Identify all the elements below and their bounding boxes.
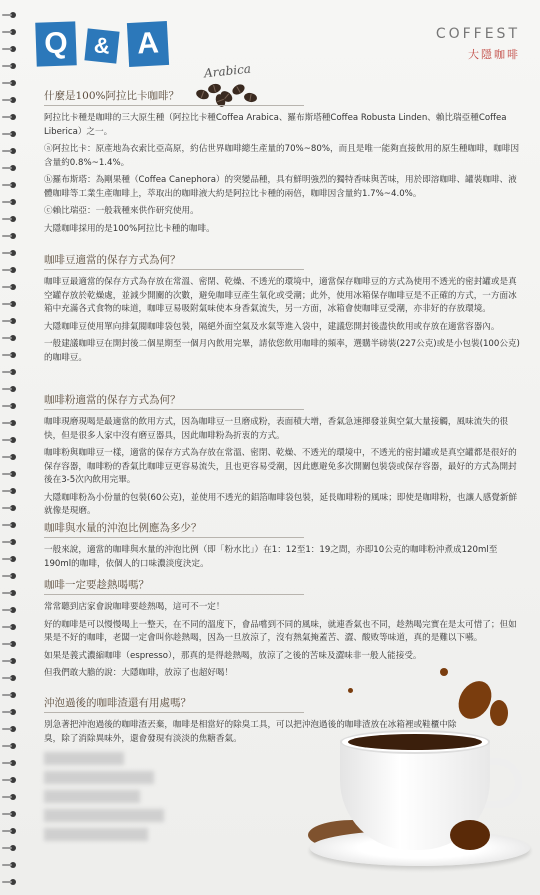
faq-paragraph: 好的咖啡是可以慢慢喝上一整天，在不同的溫度下，會品嚐到不同的風味，就連香氣也不同，趁熱喝完實在是太可惜了；但如果是不好的咖啡，老闆一定會叫你趁熱喝，因為一旦放涼了，沒有熱氣掩蓋苦、澀、酸败等味道，真的是難以下嚥。 xyxy=(44,619,517,643)
spiral-ring xyxy=(2,131,18,137)
coffee-surface xyxy=(348,734,482,750)
spiral-ring xyxy=(2,454,18,460)
spiral-ring xyxy=(2,12,18,18)
spiral-ring xyxy=(2,828,18,834)
spiral-ring xyxy=(2,488,18,494)
brand-logo xyxy=(436,26,520,62)
faq-paragraph: ⓑ羅布斯塔：為剛果種（Coffea Canephora）的突變品種，具有鮮明強烈的獨特香味與苦味，用於即溶咖啡、罐裝咖啡、液體咖啡等工業生產咖啡上，萃取出的咖啡液大約是阿拉比卡種的兩倍，咖啡因含量約1.7%~4.0%。 xyxy=(44,175,517,199)
spiral-ring xyxy=(2,522,18,528)
spiral-ring xyxy=(2,182,18,188)
faq-question: 咖啡豆適當的保存方式為何？ xyxy=(44,252,304,270)
faq-paragraph: 常常聽到店家會說咖啡要趁熱喝，這可不一定！ xyxy=(44,602,225,612)
spiral-ring xyxy=(2,199,18,205)
spiral-ring xyxy=(2,743,18,749)
coffee-splash xyxy=(490,700,508,726)
blurred-contact-info xyxy=(44,752,164,847)
spiral-ring xyxy=(2,267,18,273)
spiral-ring xyxy=(2,505,18,511)
coffee-splash xyxy=(450,820,490,850)
spiral-ring xyxy=(2,862,18,868)
faq-section-powder-storage xyxy=(44,392,524,523)
spiral-ring xyxy=(2,471,18,477)
faq-paragraph: 一般建議咖啡豆在開封後二個星期至一個月內飲用完畢，請依您飲用咖啡的頻率，選購半磅裝(227公克)或是小包裝(100公克)的咖啡豆。 xyxy=(44,339,520,363)
faq-paragraph: 咖啡豆最適當的保存方式為存放在常溫、密閉、乾燥、不透光的環境中，適當保存咖啡豆的方式為使用不透光的密封罐或是真空罐存放於乾燥處，並減少開關的次數，避免咖啡豆產生氧化或受潮；此外，使用冰箱保存咖啡豆是不正確的方式，一方面冰箱中充滿各式食物的味道，咖啡豆易吸附氣味使本身香氣流失，另一方面，冰箱會使咖啡豆受潮，亦非好的存放環境。 xyxy=(44,277,517,314)
spiral-ring xyxy=(2,403,18,409)
spiral-ring xyxy=(2,539,18,545)
spiral-ring xyxy=(2,114,18,120)
faq-section-arabica xyxy=(44,88,524,240)
brand-name-zh: 大隱咖啡 xyxy=(468,48,520,61)
faq-paragraph: 咖啡現磨現喝是最適當的飲用方式，因為咖啡豆一旦磨成粉，表面積大增，香氣急速揮發並與空氣大量接觸，風味流失的很快，但是很多人家中沒有磨豆器具，因此咖啡粉為折衷的方式。 xyxy=(44,417,509,441)
spiral-ring xyxy=(2,624,18,630)
spiral-ring xyxy=(2,301,18,307)
spiral-ring xyxy=(2,165,18,171)
faq-paragraph: 大隱咖啡粉為小份量的包裝(60公克)，並使用不透光的鋁箔咖啡袋包裝，延長咖啡粉的風味；即使是咖啡粉，也讓人感覺新鮮就像是現磨。 xyxy=(44,492,518,516)
spiral-ring xyxy=(2,80,18,86)
spiral-ring xyxy=(2,607,18,613)
spiral-ring xyxy=(2,386,18,392)
faq-section-bean-storage xyxy=(44,252,524,369)
spiral-ring xyxy=(2,760,18,766)
spiral-ring xyxy=(2,250,18,256)
faq-question: 咖啡一定要趁熱喝嗎？ xyxy=(44,577,304,595)
spiral-ring xyxy=(2,573,18,579)
faq-paragraph: 咖啡粉與咖啡豆一樣，適當的保存方式為存放在常溫、密閉、乾燥、不透光的環境中，不透光的密封罐或是真空罐都是很好的保存容器，咖啡粉的香氣比咖啡豆更容易流失，且也更容易受潮，因此應避免多次開關包裝袋或保存容器，最好的方式為開封後在3-5次內飲用完畢。 xyxy=(44,448,517,485)
spiral-ring xyxy=(2,777,18,783)
faq-paragraph: ⓒ賴比瑞亞：一般栽種來供作研究使用。 xyxy=(44,206,199,216)
faq-paragraph: 一般來說，適當的咖啡與水量的沖泡比例（即「粉水比」）在1：12至1：19之間，亦即10公克的咖啡粉沖煮成120ml至190ml的咖啡，依個人的口味濃淡度決定。 xyxy=(44,545,498,569)
faq-question: 沖泡過後的咖啡渣還有用處嗎？ xyxy=(44,695,304,713)
faq-paragraph: 大隱咖啡豆使用單向排氣閥咖啡袋包裝，隔絕外面空氣及水氣等進入袋中，建議您開封後盡快飲用或存放在適當容器內。 xyxy=(44,321,500,332)
spiral-ring xyxy=(2,148,18,154)
faq-paragraph: 大隱咖啡採用的是100%阿拉比卡種的咖啡。 xyxy=(44,223,215,234)
faq-paragraph: 別急著把沖泡過後的咖啡渣丟棄，咖啡是相當好的除臭工具，可以把沖泡過後的咖啡渣放在冰箱裡或鞋櫃中除臭，除了消除異味外，還會發現有淡淡的焦糖香氣。 xyxy=(44,720,457,744)
spiral-ring xyxy=(2,709,18,715)
faq-question: 什麼是100%阿拉比卡咖啡？ xyxy=(44,88,304,106)
spiral-ring xyxy=(2,811,18,817)
spiral-binding xyxy=(0,0,24,895)
spiral-ring xyxy=(2,216,18,222)
spiral-ring xyxy=(2,590,18,596)
spiral-ring xyxy=(2,318,18,324)
faq-question: 咖啡與水量的沖泡比例應為多少？ xyxy=(44,520,304,538)
spiral-ring xyxy=(2,675,18,681)
spiral-ring xyxy=(2,420,18,426)
faq-question: 咖啡粉適當的保存方式為何？ xyxy=(44,392,304,410)
spiral-ring xyxy=(2,879,18,885)
faq-section-ratio xyxy=(44,520,524,575)
faq-paragraph: 阿拉比卡種是咖啡的三大原生種（阿拉比卡種Coffea Arabica、羅布斯塔種Coffea Robusta Linden、賴比瑞亞種Coffea Liberica）之一。 xyxy=(44,113,507,137)
spiral-ring xyxy=(2,46,18,52)
spiral-ring xyxy=(2,369,18,375)
amp-badge: & xyxy=(84,28,119,63)
spiral-ring xyxy=(2,437,18,443)
q-badge: Q xyxy=(35,21,77,66)
spiral-ring xyxy=(2,845,18,851)
spiral-ring xyxy=(2,352,18,358)
spiral-ring xyxy=(2,29,18,35)
spiral-ring xyxy=(2,63,18,69)
faq-section-hot xyxy=(44,577,524,685)
coffee-cup-illustration xyxy=(300,670,540,895)
spiral-ring xyxy=(2,641,18,647)
spiral-ring xyxy=(2,794,18,800)
faq-paragraph: 但我們敢大膽的說：大隱咖啡，放涼了也超好喝！ xyxy=(44,668,234,678)
spiral-ring xyxy=(2,556,18,562)
arabica-handwritten-label: Arabica xyxy=(203,61,252,81)
coffee-drop xyxy=(348,688,353,693)
faq-paragraph: 如果是義式濃縮咖啡（espresso），那真的是得趁熱喝，放涼了之後的苦味及澀味非一般人能接受。 xyxy=(44,650,422,661)
a-badge: A xyxy=(127,21,169,67)
spiral-ring xyxy=(2,658,18,664)
spiral-ring xyxy=(2,726,18,732)
spiral-ring xyxy=(2,692,18,698)
faq-paragraph: ⓐ阿拉比卡：原產地為衣索比亞高原，約佔世界咖啡總生產量的70%~80%，而且是唯一能夠直接飲用的原生種咖啡，咖啡因含量約0.8%~1.4%。 xyxy=(44,144,520,168)
spiral-ring xyxy=(2,97,18,103)
spiral-ring xyxy=(2,335,18,341)
brand-name-en: COFFEST xyxy=(435,26,520,42)
spiral-ring xyxy=(2,284,18,290)
spiral-ring xyxy=(2,233,18,239)
coffee-drop xyxy=(440,668,448,676)
